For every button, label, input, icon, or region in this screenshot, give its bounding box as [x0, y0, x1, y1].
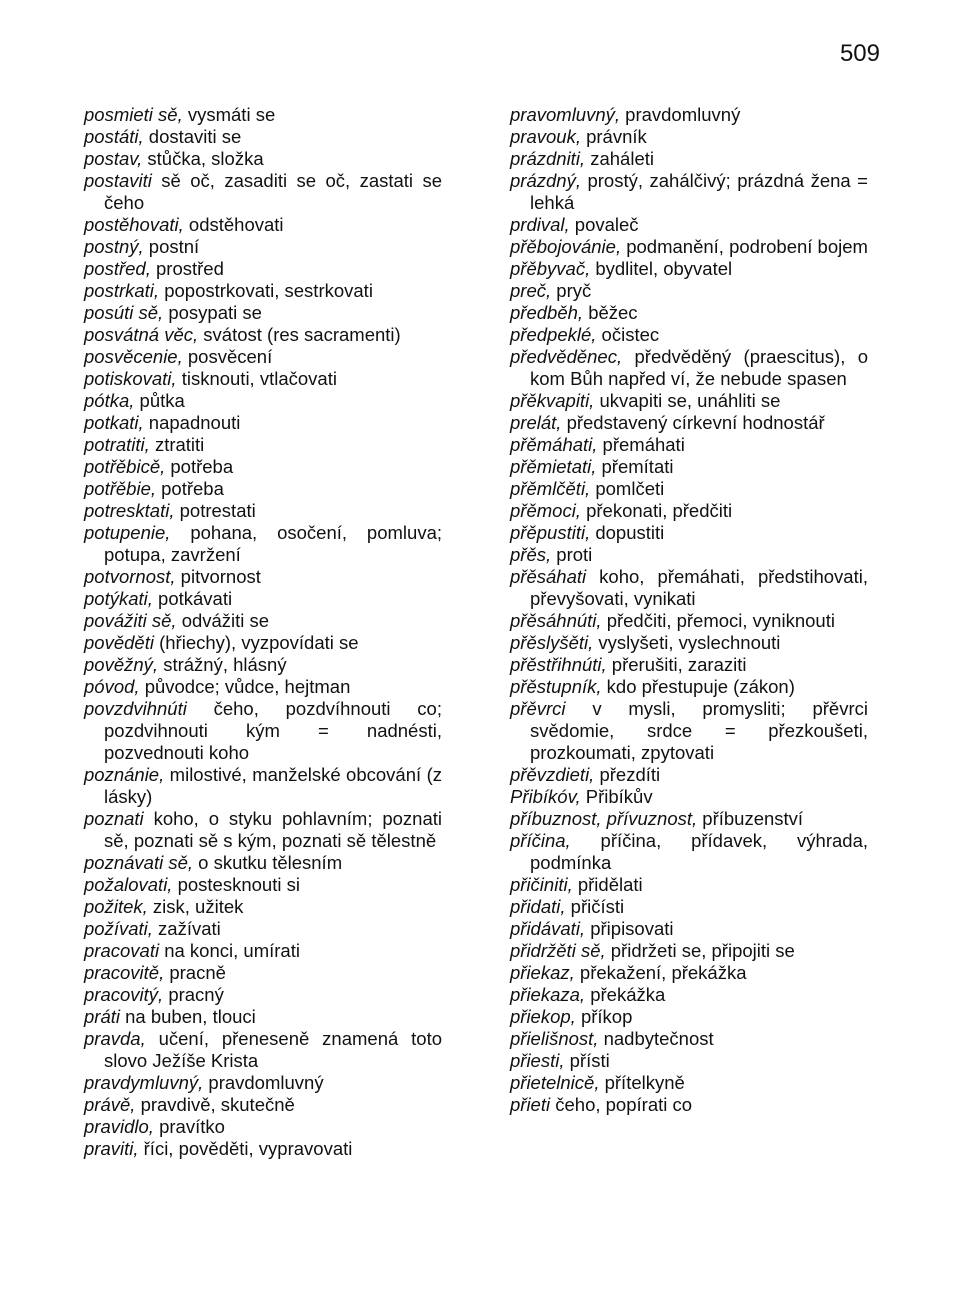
entry-headword: póvod, [84, 676, 140, 697]
dictionary-entry [84, 412, 442, 434]
entry-headword: posúti sě, [84, 302, 164, 323]
dictionary-entry [84, 258, 442, 280]
dictionary-entry [510, 170, 868, 214]
entry-definition: vysmáti se [187, 104, 276, 125]
dictionary-entry [510, 830, 868, 874]
entry-definition: nadbytečnost [603, 1028, 714, 1049]
entry-headword: praviti, [84, 1138, 139, 1159]
entry-headword: přěbyvač, [510, 258, 591, 279]
entry-definition: popostrkovati, sestrkovati [164, 280, 373, 301]
dictionary-entry [510, 808, 868, 830]
dictionary-entry [510, 126, 868, 148]
entry-definition: sě oč, zasaditi se oč, zastati se čeho [104, 170, 442, 213]
dictionary-entry [84, 280, 442, 302]
dictionary-entry [84, 918, 442, 940]
dictionary-entry [84, 940, 442, 962]
entry-headword: přieti [510, 1094, 551, 1115]
dictionary-entry [510, 434, 868, 456]
entry-definition: příkop [580, 1006, 633, 1027]
entry-headword: přěmietati, [510, 456, 597, 477]
entry-headword: postrkati, [84, 280, 160, 301]
dictionary-entry [510, 324, 868, 346]
entry-definition: napadnouti [148, 412, 241, 433]
entry-headword: pracovati [84, 940, 160, 961]
dictionary-entry [510, 676, 868, 698]
entry-definition: běžec [588, 302, 638, 323]
entry-headword: příčina, [510, 830, 571, 851]
entry-definition: proti [556, 544, 593, 565]
entry-definition: představený církevní hodnostář [566, 412, 825, 433]
entry-definition: na buben, tlouci [125, 1006, 256, 1027]
entry-definition: pracný [168, 984, 224, 1005]
dictionary-entry [510, 566, 868, 610]
entry-definition: potřeba [161, 478, 224, 499]
entry-headword: pravouk, [510, 126, 581, 147]
dictionary-entry [84, 478, 442, 500]
entry-definition: přerušiti, zaraziti [611, 654, 747, 675]
dictionary-entry [84, 324, 442, 346]
dictionary-entry [84, 500, 442, 522]
entry-headword: pravidlo, [84, 1116, 154, 1137]
dictionary-entry [84, 566, 442, 588]
entry-definition: pomlčeti [595, 478, 665, 499]
entry-headword: přěvzdieti, [510, 764, 595, 785]
dictionary-entry [84, 1072, 442, 1094]
entry-headword: požívati, [84, 918, 153, 939]
entry-headword: přidržěti sě, [510, 940, 606, 961]
entry-headword: přěkvapiti, [510, 390, 595, 411]
entry-definition: překažení, překážka [579, 962, 747, 983]
entry-headword: pótka, [84, 390, 135, 411]
entry-definition: zisk, užitek [152, 896, 244, 917]
entry-definition: přičísti [570, 896, 625, 917]
entry-headword: postáti, [84, 126, 144, 147]
dictionary-entry [84, 610, 442, 632]
entry-headword: pravdymluvný, [84, 1072, 204, 1093]
dictionary-entry [84, 1094, 442, 1116]
entry-definition: zaháleti [590, 148, 654, 169]
entry-definition: pohana, osočení, pomluva; potupa, zavržení [104, 522, 443, 565]
entry-headword: přěstřihnúti, [510, 654, 607, 675]
dictionary-entry [510, 874, 868, 896]
entry-definition: právník [586, 126, 647, 147]
dictionary-entry [510, 500, 868, 522]
entry-headword: potřěbie, [84, 478, 156, 499]
entry-definition: připisovati [590, 918, 674, 939]
entry-headword: prázdný, [510, 170, 581, 191]
entry-headword: pověžný, [84, 654, 159, 675]
entry-definition: Přibíkův [585, 786, 653, 807]
entry-definition: překážka [590, 984, 666, 1005]
entry-definition: postesknouti si [177, 874, 300, 895]
dictionary-entry [510, 764, 868, 786]
entry-definition: překonati, předčiti [586, 500, 733, 521]
entry-headword: postav, [84, 148, 143, 169]
entry-definition: prostý, zahálčivý; prázdná žena = lehká [530, 170, 868, 213]
entry-headword: potvornost, [84, 566, 176, 587]
left-column [84, 104, 442, 1160]
entry-headword: přěpustiti, [510, 522, 591, 543]
dictionary-entry [84, 456, 442, 478]
entry-definition: koho, o styku pohlavním; poznati sě, poznati sě s kým, poznati sě tělestně [104, 808, 443, 851]
dictionary-entry [84, 522, 442, 566]
dictionary-entry [510, 654, 868, 676]
dictionary-entry [84, 962, 442, 984]
dictionary-entry [510, 1094, 868, 1116]
entry-definition: dopustiti [595, 522, 665, 543]
entry-definition: dostaviti se [148, 126, 242, 147]
dictionary-entry [84, 654, 442, 676]
entry-definition: pracně [169, 962, 226, 983]
entry-headword: právě, [84, 1094, 136, 1115]
entry-headword: postný, [84, 236, 144, 257]
dictionary-entry [510, 896, 868, 918]
entry-headword: Přibíkóv, [510, 786, 581, 807]
entry-headword: postřed, [84, 258, 151, 279]
entry-definition: pravdomluvný [625, 104, 741, 125]
entry-headword: přěmlčěti, [510, 478, 591, 499]
entry-headword: prelát, [510, 412, 562, 433]
entry-definition: strážný, hlásný [163, 654, 287, 675]
entry-definition: odstěhovati [188, 214, 284, 235]
entry-definition: pitvornost [180, 566, 261, 587]
dictionary-entry [510, 786, 868, 808]
dictionary-entry [84, 1138, 442, 1160]
dictionary-entry [510, 984, 868, 1006]
dictionary-entry [84, 874, 442, 896]
entry-headword: přěs, [510, 544, 552, 565]
entry-headword: potresktati, [84, 500, 175, 521]
dictionary-entry [510, 610, 868, 632]
entry-headword: postěhovati, [84, 214, 184, 235]
entry-definition: čeho, pozdvíhnouti co; pozdvihnouti kým = nadnésti, pozvednouti koho [104, 698, 442, 763]
entry-headword: potratiti, [84, 434, 150, 455]
entry-definition: ztratiti [154, 434, 205, 455]
entry-headword: přěsáhnúti, [510, 610, 602, 631]
dictionary-entry [510, 258, 868, 280]
entry-headword: přěmoci, [510, 500, 581, 521]
dictionary-entry [510, 698, 868, 764]
right-column [510, 104, 868, 1116]
entry-headword: poznávati sě, [84, 852, 194, 873]
dictionary-entry [84, 896, 442, 918]
entry-headword: požalovati, [84, 874, 173, 895]
entry-headword: potiskovati, [84, 368, 177, 389]
dictionary-entry [84, 1116, 442, 1138]
entry-definition: postní [148, 236, 200, 257]
dictionary-entry [510, 962, 868, 984]
dictionary-entry [84, 1006, 442, 1028]
entry-headword: přěbojovánie, [510, 236, 622, 257]
entry-headword: pověděti [84, 632, 154, 653]
entry-definition: potřeba [170, 456, 234, 477]
entry-headword: potýkati, [84, 588, 153, 609]
entry-definition: stůčka, složka [147, 148, 264, 169]
dictionary-entry [510, 1028, 868, 1050]
entry-definition: tisknouti, vtlačovati [181, 368, 337, 389]
entry-headword: přěmáhati, [510, 434, 598, 455]
dictionary-entry [510, 390, 868, 412]
dictionary-entry [84, 368, 442, 390]
dictionary-entry [84, 588, 442, 610]
dictionary-entry [510, 1050, 868, 1072]
entry-definition: bydlitel, obyvatel [595, 258, 733, 279]
dictionary-entry [510, 940, 868, 962]
dictionary-entry [510, 104, 868, 126]
entry-headword: potupenie, [84, 522, 171, 543]
entry-headword: přěvrci [510, 698, 566, 719]
entry-headword: posvátná věc, [84, 324, 199, 345]
dictionary-entry [510, 478, 868, 500]
dictionary-entry [84, 434, 442, 456]
entry-definition: příbuzenství [702, 808, 804, 829]
entry-headword: pracovitě, [84, 962, 165, 983]
entry-definition: přísti [569, 1050, 610, 1071]
entry-headword: pracovitý, [84, 984, 164, 1005]
dictionary-entry [84, 390, 442, 412]
entry-definition: podmanění, podrobení bojem [626, 236, 868, 257]
entry-definition: zažívati [158, 918, 221, 939]
entry-definition: posypati se [168, 302, 262, 323]
dictionary-entry [84, 346, 442, 368]
dictionary-entry [510, 214, 868, 236]
dictionary-entry [84, 148, 442, 170]
dictionary-entry [510, 544, 868, 566]
entry-headword: pravda, [84, 1028, 146, 1049]
dictionary-entry [510, 346, 868, 390]
entry-definition: přezdíti [599, 764, 661, 785]
entry-headword: přěstupník, [510, 676, 602, 697]
entry-definition: posvěcení [187, 346, 273, 367]
entry-definition: potkávati [158, 588, 233, 609]
entry-headword: přěslyšěti, [510, 632, 594, 653]
entry-definition: koho, přemáhati, předstihovati, převyšovati, vynikati [530, 566, 868, 609]
entry-definition: milostivé, manželské obcování (z lásky) [104, 764, 442, 807]
entry-headword: potřěbicě, [84, 456, 166, 477]
entry-definition: kdo přestupuje (zákon) [606, 676, 795, 697]
entry-definition: pryč [556, 280, 592, 301]
dictionary-entry [510, 918, 868, 940]
dictionary-entry [510, 236, 868, 258]
dictionary-entry [510, 148, 868, 170]
dictionary-entry [84, 632, 442, 654]
entry-headword: přidati, [510, 896, 566, 917]
entry-headword: přidávati, [510, 918, 586, 939]
entry-headword: přěsáhati [510, 566, 587, 587]
dictionary-entry [84, 170, 442, 214]
entry-definition: prostřed [156, 258, 224, 279]
entry-definition: pravdivě, skutečně [140, 1094, 295, 1115]
entry-headword: příbuznost, přívuznost, [510, 808, 698, 829]
dictionary-entry [84, 236, 442, 258]
entry-headword: předpeklé, [510, 324, 597, 345]
entry-headword: poznánie, [84, 764, 165, 785]
entry-definition: předčiti, přemoci, vyniknouti [606, 610, 835, 631]
dictionary-entry [510, 412, 868, 434]
dictionary-entry [510, 1072, 868, 1094]
entry-definition: čeho, popírati co [555, 1094, 693, 1115]
entry-definition: na konci, umírati [164, 940, 300, 961]
entry-definition: ukvapiti se, unáhliti se [599, 390, 781, 411]
entry-definition: přemáhati [602, 434, 685, 455]
entry-definition: svátost (res sacramenti) [203, 324, 401, 345]
entry-headword: posmieti sě, [84, 104, 183, 125]
dictionary-entry [84, 764, 442, 808]
dictionary-entry [84, 214, 442, 236]
entry-definition: vyslyšeti, vyslechnouti [598, 632, 781, 653]
dictionary-entry [84, 676, 442, 698]
entry-headword: pravomluvný, [510, 104, 621, 125]
entry-definition: říci, pověděti, vypravovati [143, 1138, 353, 1159]
dictionary-entry [84, 302, 442, 324]
entry-headword: přietelnicě, [510, 1072, 600, 1093]
entry-headword: posvěcenie, [84, 346, 183, 367]
entry-headword: předběh, [510, 302, 584, 323]
dictionary-entry [84, 698, 442, 764]
entry-headword: předvěděnec, [510, 346, 623, 367]
entry-definition: učení, přeneseně znamená toto slovo Ježíše Krista [104, 1028, 442, 1071]
entry-headword: přiekaz, [510, 962, 575, 983]
dictionary-entry [84, 104, 442, 126]
dictionary-entry [510, 280, 868, 302]
entry-definition: přidělati [577, 874, 643, 895]
entry-definition: přítelkyně [604, 1072, 685, 1093]
entry-headword: přiekaza, [510, 984, 586, 1005]
dictionary-entry [84, 984, 442, 1006]
dictionary-entry [510, 456, 868, 478]
dictionary-entry [84, 1028, 442, 1072]
entry-definition: v mysli, promysliti; přěvrci svědomie, srdce = přezkoušeti, prozkoumati, zpytovati [530, 698, 868, 763]
entry-definition: přidržeti se, připojiti se [610, 940, 795, 961]
entry-definition: pravdomluvný [208, 1072, 324, 1093]
entry-headword: přiesti, [510, 1050, 565, 1071]
dictionary-entry [84, 126, 442, 148]
entry-definition: pravítko [159, 1116, 225, 1137]
entry-definition: očistec [601, 324, 660, 345]
dictionary-entry [84, 808, 442, 852]
entry-definition: přemítati [601, 456, 674, 477]
entry-definition: potrestati [179, 500, 256, 521]
entry-headword: postaviti [84, 170, 152, 191]
dictionary-entry [510, 522, 868, 544]
entry-definition: původce; vůdce, hejtman [144, 676, 351, 697]
entry-definition: povaleč [574, 214, 639, 235]
entry-headword: poznati [84, 808, 144, 829]
entry-headword: povážiti sě, [84, 610, 177, 631]
dictionary-entry [84, 852, 442, 874]
entry-definition: o skutku tělesním [198, 852, 343, 873]
entry-headword: preč, [510, 280, 552, 301]
entry-headword: povzdvihnúti [84, 698, 187, 719]
dictionary-entry [510, 632, 868, 654]
page-number: 509 [839, 40, 880, 67]
entry-definition: odvážiti se [181, 610, 270, 631]
entry-definition: (hřiechy), vyzpovídati se [159, 632, 359, 653]
entry-headword: práti [84, 1006, 120, 1027]
entry-headword: prdival, [510, 214, 570, 235]
entry-headword: přiekop, [510, 1006, 576, 1027]
entry-definition: příčina, přídavek, výhrada, podmínka [530, 830, 869, 873]
entry-headword: potkati, [84, 412, 144, 433]
entry-definition: předvěděný (praescitus), o kom Bůh napřed ví, že nebude spasen [530, 346, 868, 389]
entry-definition: půtka [139, 390, 185, 411]
entry-headword: přielišnost, [510, 1028, 599, 1049]
dictionary-entry [510, 302, 868, 324]
entry-headword: prázdniti, [510, 148, 586, 169]
dictionary-entry [510, 1006, 868, 1028]
entry-headword: požitek, [84, 896, 148, 917]
entry-headword: přičiniti, [510, 874, 573, 895]
